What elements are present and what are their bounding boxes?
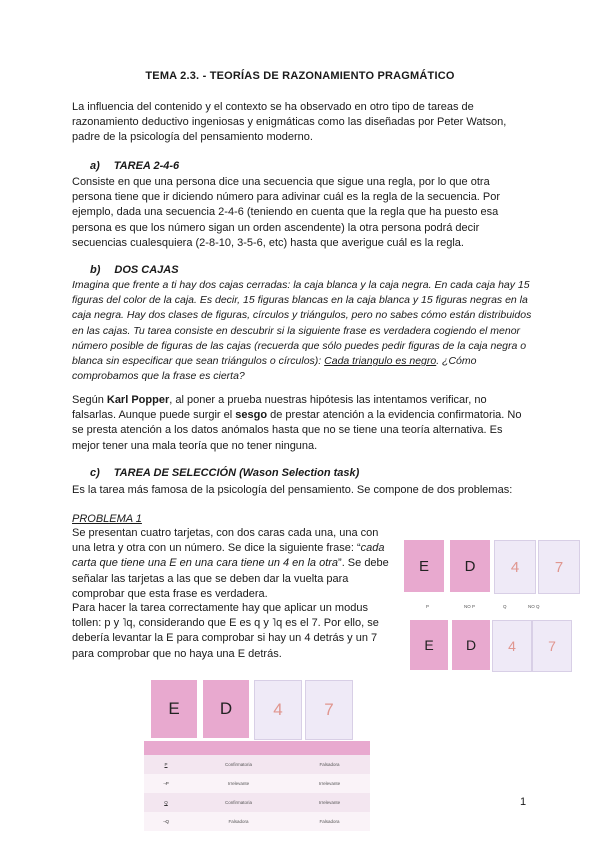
row-cell: Irrelevante	[227, 781, 250, 786]
row-cell: Irrelevante	[318, 800, 341, 805]
section-c-body: Es la tarea más famosa de la psicología del pensamiento. Se compone de dos problemas:	[72, 484, 513, 496]
table-header-row	[144, 741, 370, 755]
popper-post: de prestar atención a la evidencia confirmatoria. No se presta atención a los datos anómalos hasta que no se tiene una teoría alternativa. Es mejor tener una mala teoría que no tener ninguna.	[72, 409, 522, 452]
card-d-middle: D	[452, 620, 490, 670]
section-b-question: . ¿Cómo comprobamos que la frase es cierta?	[72, 355, 477, 383]
section-c-heading	[90, 467, 359, 479]
section-b-heading	[90, 264, 179, 276]
card-4-bottom: 4	[254, 680, 302, 740]
problema1-paragraph2: Para hacer la tarea correctamente hay que aplicar un modus tollen: p y ˥q, considerando que E es q y ˥q es el 7. Por ello, se debería levantar la E para comprobar si hay un 4 detrás y un 7 para comprobar que no haya una E detrás.	[72, 602, 379, 660]
section-c-letter: c)	[90, 467, 100, 479]
row-label: ¬Q	[162, 819, 170, 824]
row-cell: Falsadora	[228, 819, 249, 824]
popper-mid: , al poner a prueba nuestras hipótesis las intentamos verificar, no falsarlas. Aunque puede surgir el	[72, 394, 487, 422]
row-label: P	[164, 762, 168, 767]
card-7-bottom: 7	[305, 680, 353, 740]
problema1-heading: PROBLEMA 1	[72, 513, 142, 525]
card-7-top: 7	[538, 540, 580, 594]
caption-p: P	[426, 604, 430, 609]
selection-table	[144, 741, 370, 831]
row-cell: Confirmatoria	[224, 762, 252, 767]
section-a-title: TAREA 2-4-6	[113, 160, 180, 172]
problema1-p1-post: ”. Se debe señalar las tarjetas a las que se deben dar la vuelta para comprobar que esta frase es verdadera.	[72, 557, 389, 600]
intro-paragraph: La influencia del contenido y el contexto se ha observado en otro tipo de tareas de razonamiento deductivo ingeniosas y enigmáticas como las diseñadas por Peter Watson, padre de la psicología del pensamiento moderno.	[72, 101, 507, 144]
popper-pre: Según	[72, 394, 107, 406]
card-4-middle: 4	[492, 620, 532, 672]
section-b-body	[72, 278, 532, 384]
section-b-letter: b)	[90, 264, 101, 276]
row-cell: Confirmatoria	[224, 800, 252, 805]
section-a-heading	[90, 160, 179, 172]
card-e-middle: E	[410, 620, 448, 670]
row-cell: Falsadora	[319, 762, 340, 767]
card-e-top: E	[404, 540, 444, 592]
section-a-body: Consiste en que una persona dice una secuencia que sigue una regla, por lo que otra persona tiene que ir diciendo número para adivinar cuál es la regla de la secuencia. Por ejemplo, dada una secuencia 2-4-6 (teniendo en cuenta que la regla que ha puesto esa persona es que los número sigan un orden ascendente) la otra persona podrá decir secuencias cualesquiera (2-8-10, 3-5-6, etc) hasta que averigue cuál es la regla.	[72, 176, 501, 249]
row-cell: Falsadora	[319, 819, 340, 824]
page-number: 1	[520, 796, 527, 808]
caption-no-p: NO P	[464, 604, 476, 609]
caption-q: Q	[503, 604, 507, 609]
card-d-bottom: D	[203, 680, 249, 738]
popper-paragraph	[72, 393, 532, 454]
caption-no-q: NO Q	[528, 604, 540, 609]
row-label: Q	[164, 800, 168, 805]
section-c-title: TAREA DE SELECCIÓN (Wason Selection task)	[113, 467, 360, 479]
table-row	[144, 774, 370, 793]
table-row	[144, 812, 370, 831]
popper-name: Karl Popper	[106, 394, 170, 406]
problema1-paragraph1	[72, 526, 392, 602]
section-b-title: DOS CAJAS	[114, 264, 179, 276]
row-label: ¬P	[163, 781, 169, 786]
section-b-text: Imagina que frente a ti hay dos cajas cerradas: la caja blanca y la caja negra. En cada caja hay 15 figuras del color de la caja. Es decir, 15 figuras blancas en la caja blanca y 15 figuras negras en la caja negra. Hay dos clases de figuras, círculos y triángulos, pero no sabes cómo están distribuidos en las cajas. Tu tarea consiste en descubrir si la siguiente frase es verdadera cogiendo el menor número posible de figuras de las cajas (recuerda que sólo puedes pedir figuras de la caja negra o blanca sin especificar que sean triángulos o círculos):	[72, 279, 532, 368]
section-b-underlined: Cada triangulo es negro	[324, 355, 437, 368]
card-7-middle: 7	[532, 620, 572, 672]
problema1-rule: cada carta que tiene una E en una cara tiene un 4 en la otra	[72, 542, 385, 570]
table-row	[144, 755, 370, 774]
page-title: TEMA 2.3. - TEORÍAS DE RAZONAMIENTO PRAGMÁTICO	[145, 70, 455, 82]
popper-bias: sesgo	[235, 409, 268, 422]
card-e-bottom: E	[151, 680, 197, 738]
card-4-top: 4	[494, 540, 536, 594]
row-cell: Irrelevante	[318, 781, 341, 786]
card-d-top: D	[450, 540, 490, 592]
problema1-p1-pre: Se presentan cuatro tarjetas, con dos caras cada una, una con una letra y otra con un número. Se dice la siguiente frase: “	[72, 527, 379, 555]
table-row	[144, 793, 370, 812]
section-a-letter: a)	[90, 160, 100, 172]
